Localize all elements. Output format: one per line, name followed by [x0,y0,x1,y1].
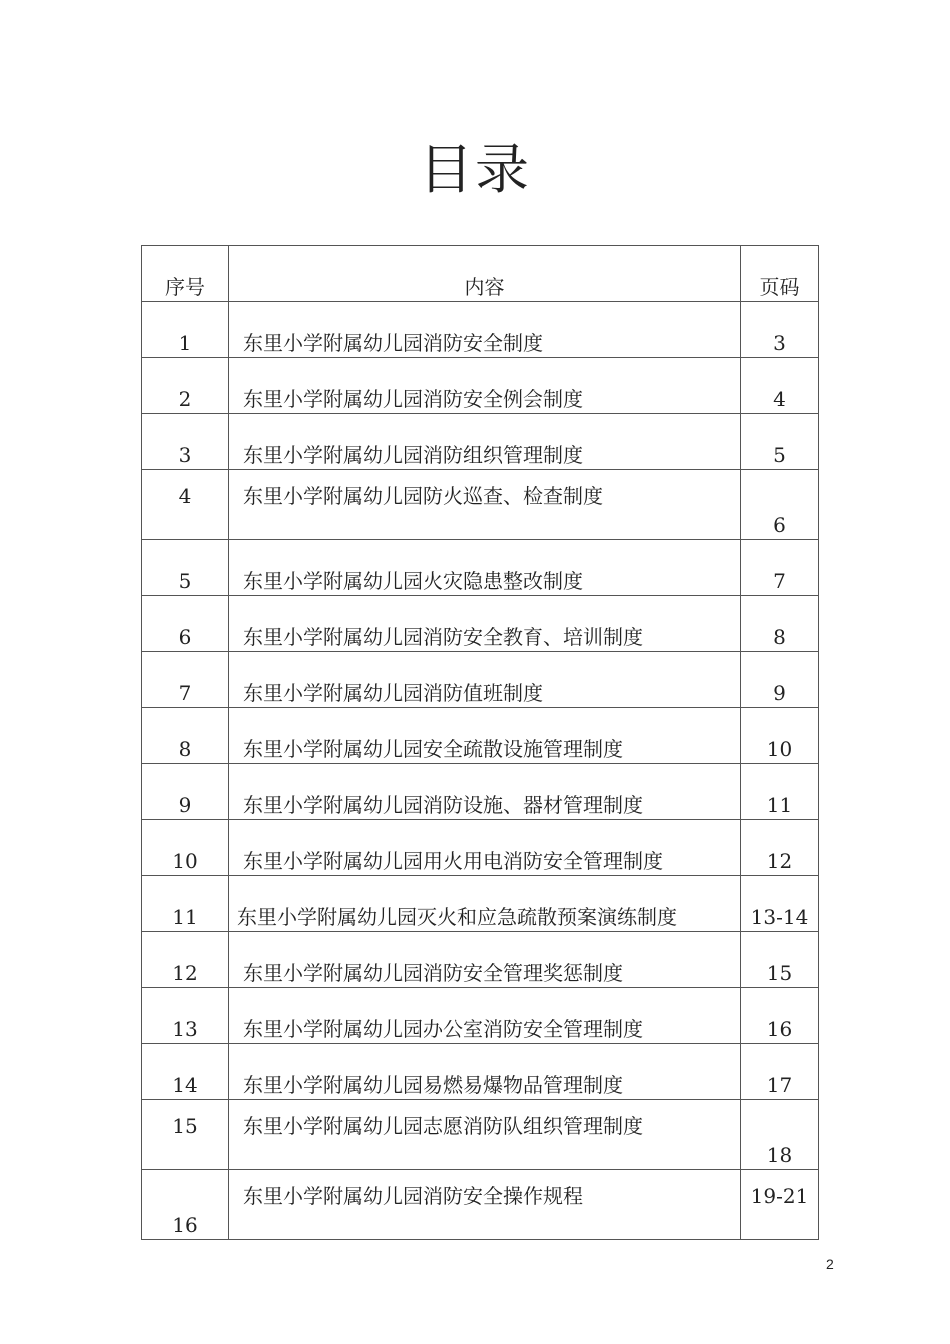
row-number: 7 [142,652,229,708]
table-row [142,652,819,708]
row-page: 3 [741,302,819,358]
table-row [142,470,819,540]
table-row [142,1170,819,1240]
row-number: 14 [142,1044,229,1100]
row-number: 5 [142,540,229,596]
row-content: 东里小学附属幼儿园办公室消防安全管理制度 [229,988,741,1044]
row-number: 1 [142,302,229,358]
row-number: 3 [142,414,229,470]
table-row [142,596,819,652]
row-number: 15 [142,1100,229,1170]
header-seq: 序号 [142,246,229,302]
row-number: 12 [142,932,229,988]
row-content: 东里小学附属幼儿园志愿消防队组织管理制度 [229,1100,741,1170]
row-page: 4 [741,358,819,414]
row-page: 19-21 [741,1170,819,1240]
row-page: 16 [741,988,819,1044]
row-content: 东里小学附属幼儿园消防安全制度 [229,302,741,358]
row-number: 11 [142,876,229,932]
row-page: 11 [741,764,819,820]
table-row [142,358,819,414]
page-title: 目录 [419,138,531,201]
row-page: 6 [741,470,819,540]
table-row [142,876,819,932]
header-content: 内容 [229,246,741,302]
row-content: 东里小学附属幼儿园易燃易爆物品管理制度 [229,1044,741,1100]
table-row [142,302,819,358]
header-page: 页码 [741,246,819,302]
row-content: 东里小学附属幼儿园消防安全教育、培训制度 [229,596,741,652]
row-page: 7 [741,540,819,596]
row-page: 17 [741,1044,819,1100]
row-content: 东里小学附属幼儿园用火用电消防安全管理制度 [229,820,741,876]
row-page: 13-14 [741,876,819,932]
row-number: 9 [142,764,229,820]
table-row [142,708,819,764]
row-number: 13 [142,988,229,1044]
row-page: 8 [741,596,819,652]
table-row [142,988,819,1044]
row-content: 东里小学附属幼儿园灭火和应急疏散预案演练制度 [229,876,741,932]
row-content: 东里小学附属幼儿园消防值班制度 [229,652,741,708]
row-page: 12 [741,820,819,876]
row-number: 8 [142,708,229,764]
row-page: 15 [741,932,819,988]
row-page: 5 [741,414,819,470]
row-content: 东里小学附属幼儿园安全疏散设施管理制度 [229,708,741,764]
row-page: 9 [741,652,819,708]
row-page: 10 [741,708,819,764]
row-content: 东里小学附属幼儿园消防安全管理奖惩制度 [229,932,741,988]
row-page: 18 [741,1100,819,1170]
row-content: 东里小学附属幼儿园防火巡查、检查制度 [229,470,741,540]
row-content: 东里小学附属幼儿园消防安全例会制度 [229,358,741,414]
row-content: 东里小学附属幼儿园消防组织管理制度 [229,414,741,470]
table-row [142,820,819,876]
row-content: 东里小学附属幼儿园火灾隐患整改制度 [229,540,741,596]
table-row [142,414,819,470]
table-row [142,1100,819,1170]
toc-table [141,245,819,1240]
row-number: 2 [142,358,229,414]
table-header-row [142,246,819,302]
row-number: 6 [142,596,229,652]
table-row [142,1044,819,1100]
row-number: 16 [142,1170,229,1240]
row-number: 4 [142,470,229,540]
row-content: 东里小学附属幼儿园消防设施、器材管理制度 [229,764,741,820]
page-number: 2 [826,1256,834,1272]
table-row [142,764,819,820]
row-number: 10 [142,820,229,876]
row-content: 东里小学附属幼儿园消防安全操作规程 [229,1170,741,1240]
table-row [142,932,819,988]
table-row [142,540,819,596]
